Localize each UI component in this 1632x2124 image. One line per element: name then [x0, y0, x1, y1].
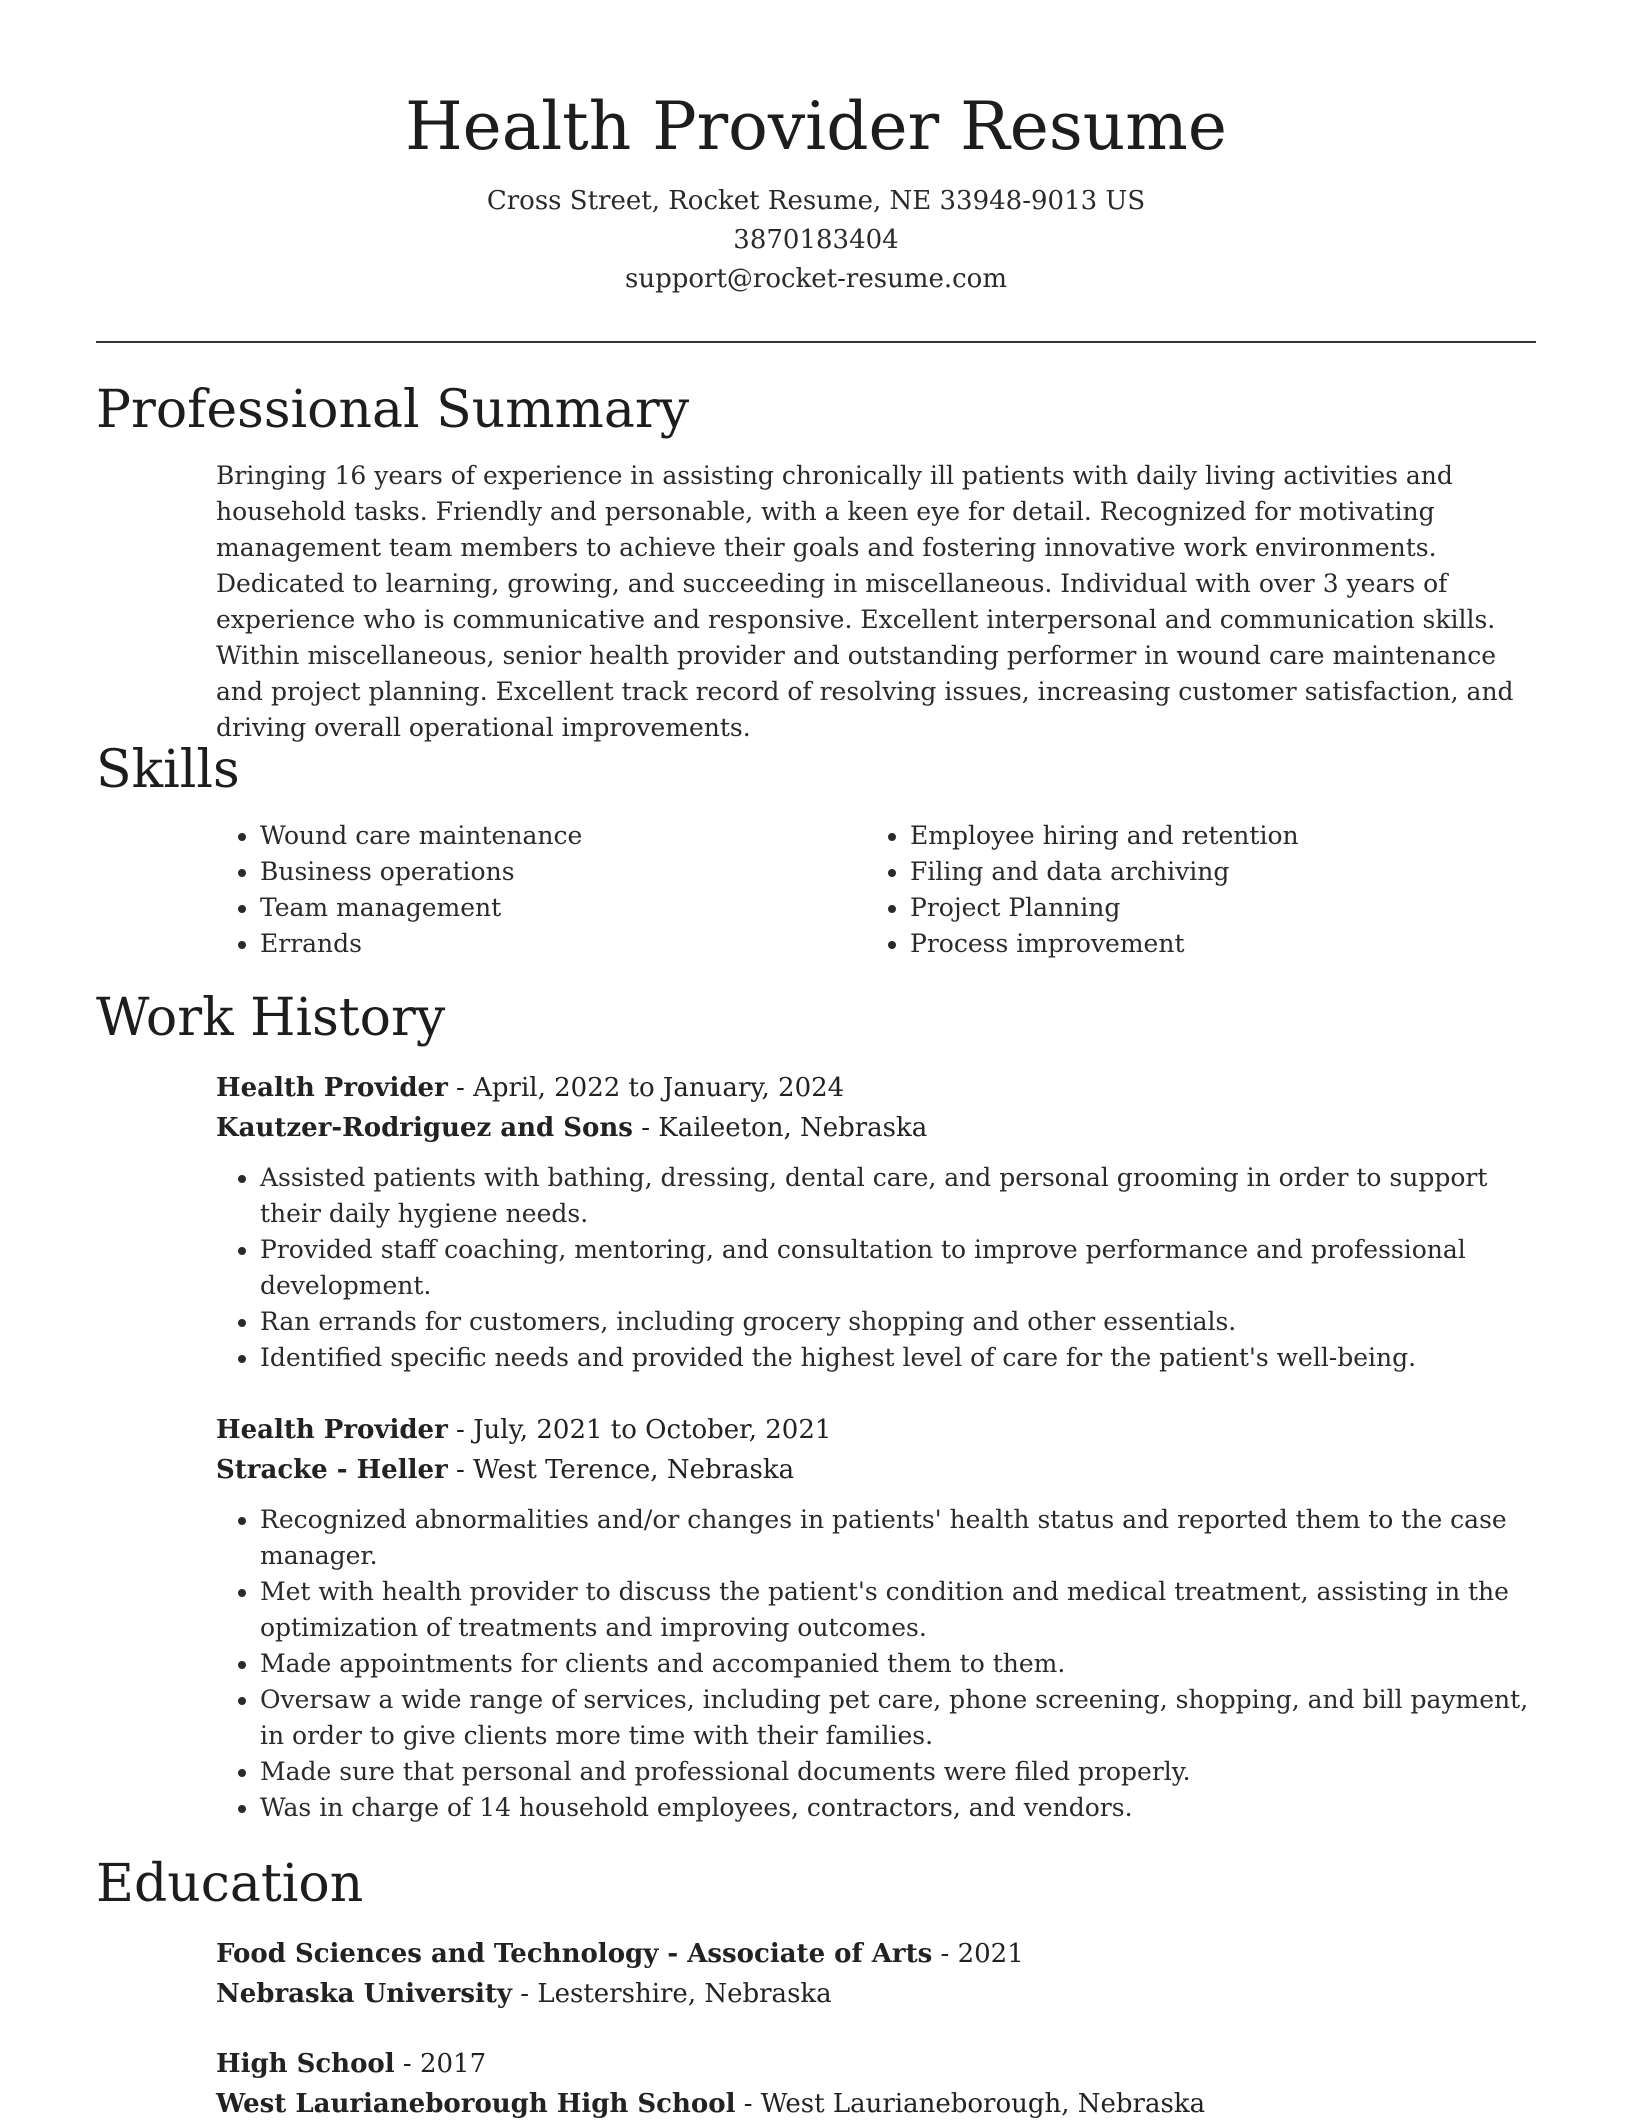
job-dates: - April, 2022 to January, 2024	[447, 1073, 845, 1103]
skill-item: • Business operations	[260, 854, 866, 890]
job-entry	[216, 1068, 1536, 1376]
skills-heading: Skills	[96, 740, 240, 800]
resume-header	[96, 82, 1536, 299]
contact-email[interactable]: support@rocket-resume.com	[624, 264, 1007, 294]
education-school-line	[216, 2084, 1536, 2124]
job-employer: Kautzer-Rodriguez and Sons	[216, 1113, 633, 1143]
job-title-line	[216, 1410, 1536, 1450]
education-section	[216, 1934, 1536, 2124]
skills-list-right	[866, 818, 1516, 962]
job-employer-line	[216, 1108, 1536, 1148]
job-bullet: • Met with health provider to discuss the patient's condition and medical treatment, assisting in the optimization of treatments and improving outcomes.	[260, 1574, 1536, 1646]
skill-item: • Employee hiring and retention	[910, 818, 1516, 854]
summary-text: Bringing 16 years of experience in assisting chronically ill patients with daily living activities and household tasks. Friendly and personable, with a keen eye for detail. Recognized for motivating management team members to achieve their goals and fostering innovative work environments. Dedicated to learning, growing, and succeeding in miscellaneous. Individual with over 3 years of experience who is communicative and responsive. Excellent interpersonal and communication skills. Within miscellaneous, senior health provider and outstanding performer in wound care maintenance and project planning. Excellent track record of resolving issues, increasing customer satisfaction, and driving overall operational improvements.	[216, 461, 1514, 742]
job-bullet: • Was in charge of 14 household employees, contractors, and vendors.	[260, 1790, 1536, 1826]
job-employer-line	[216, 1450, 1536, 1490]
contact-block	[96, 182, 1536, 299]
skills-column-left	[216, 818, 866, 962]
education-year: - 2021	[932, 1939, 1024, 1969]
job-entry	[216, 1410, 1536, 1826]
job-location: - Kaileeton, Nebraska	[632, 1113, 928, 1143]
skill-item: • Process improvement	[910, 926, 1516, 962]
education-entry	[216, 2044, 1536, 2124]
job-bullet: • Made appointments for clients and accompanied them to them.	[260, 1646, 1536, 1682]
job-bullet: • Identified specific needs and provided the highest level of care for the patient's well-being.	[260, 1340, 1536, 1376]
job-bullet: • Made sure that personal and professional documents were filed properly.	[260, 1754, 1536, 1790]
education-degree-line	[216, 2044, 1536, 2084]
resume-title: Health Provider Resume	[405, 88, 1227, 165]
skills-section	[216, 818, 1536, 962]
skill-item: • Team management	[260, 890, 866, 926]
job-bullets	[216, 1160, 1536, 1376]
summary-heading: Professional Summary	[96, 380, 690, 440]
job-title-line	[216, 1068, 1536, 1108]
skill-item: • Errands	[260, 926, 866, 962]
job-bullet: • Recognized abnormalities and/or changes in patients' health status and reported them to the case manager.	[260, 1502, 1536, 1574]
summary-section	[216, 458, 1536, 746]
contact-address: Cross Street, Rocket Resume, NE 33948-9013 US	[486, 186, 1146, 216]
work-history-heading: Work History	[96, 988, 446, 1048]
skills-grid	[216, 818, 1536, 962]
contact-phone: 3870183404	[733, 225, 899, 255]
education-entry	[216, 1934, 1536, 2014]
education-spacer	[216, 2014, 1536, 2044]
education-field: Food Sciences and Technology - Associate of Arts	[216, 1939, 933, 1969]
education-location: - West Laurianeborough, Nebraska	[735, 2089, 1206, 2119]
skill-item: • Wound care maintenance	[260, 818, 866, 854]
education-school-line	[216, 1974, 1536, 2014]
job-bullet: • Provided staff coaching, mentoring, and consultation to improve performance and professional development.	[260, 1232, 1536, 1304]
skills-list-left	[216, 818, 866, 962]
job-dates: - July, 2021 to October, 2021	[447, 1415, 832, 1445]
education-location: - Lestershire, Nebraska	[512, 1979, 832, 2009]
education-heading: Education	[96, 1854, 364, 1914]
job-title: Health Provider	[216, 1073, 448, 1103]
job-bullet: • Oversaw a wide range of services, including pet care, phone screening, shopping, and bill payment, in order to give clients more time with their families.	[260, 1682, 1536, 1754]
education-school: Nebraska University	[216, 1979, 513, 2009]
education-degree-line	[216, 1934, 1536, 1974]
job-bullets	[216, 1502, 1536, 1826]
education-school: West Laurianeborough High School	[216, 2089, 736, 2119]
skill-item: • Filing and data archiving	[910, 854, 1516, 890]
education-field: High School	[216, 2049, 395, 2079]
job-employer: Stracke - Heller	[216, 1455, 448, 1485]
skills-column-right	[866, 818, 1516, 962]
job-bullet: • Ran errands for customers, including grocery shopping and other essentials.	[260, 1304, 1536, 1340]
education-year: - 2017	[394, 2049, 487, 2079]
header-divider	[96, 341, 1536, 343]
job-bullet: • Assisted patients with bathing, dressing, dental care, and personal grooming in order to support their daily hygiene needs.	[260, 1160, 1536, 1232]
job-location: - West Terence, Nebraska	[447, 1455, 795, 1485]
job-title: Health Provider	[216, 1415, 448, 1445]
skill-item: • Project Planning	[910, 890, 1516, 926]
